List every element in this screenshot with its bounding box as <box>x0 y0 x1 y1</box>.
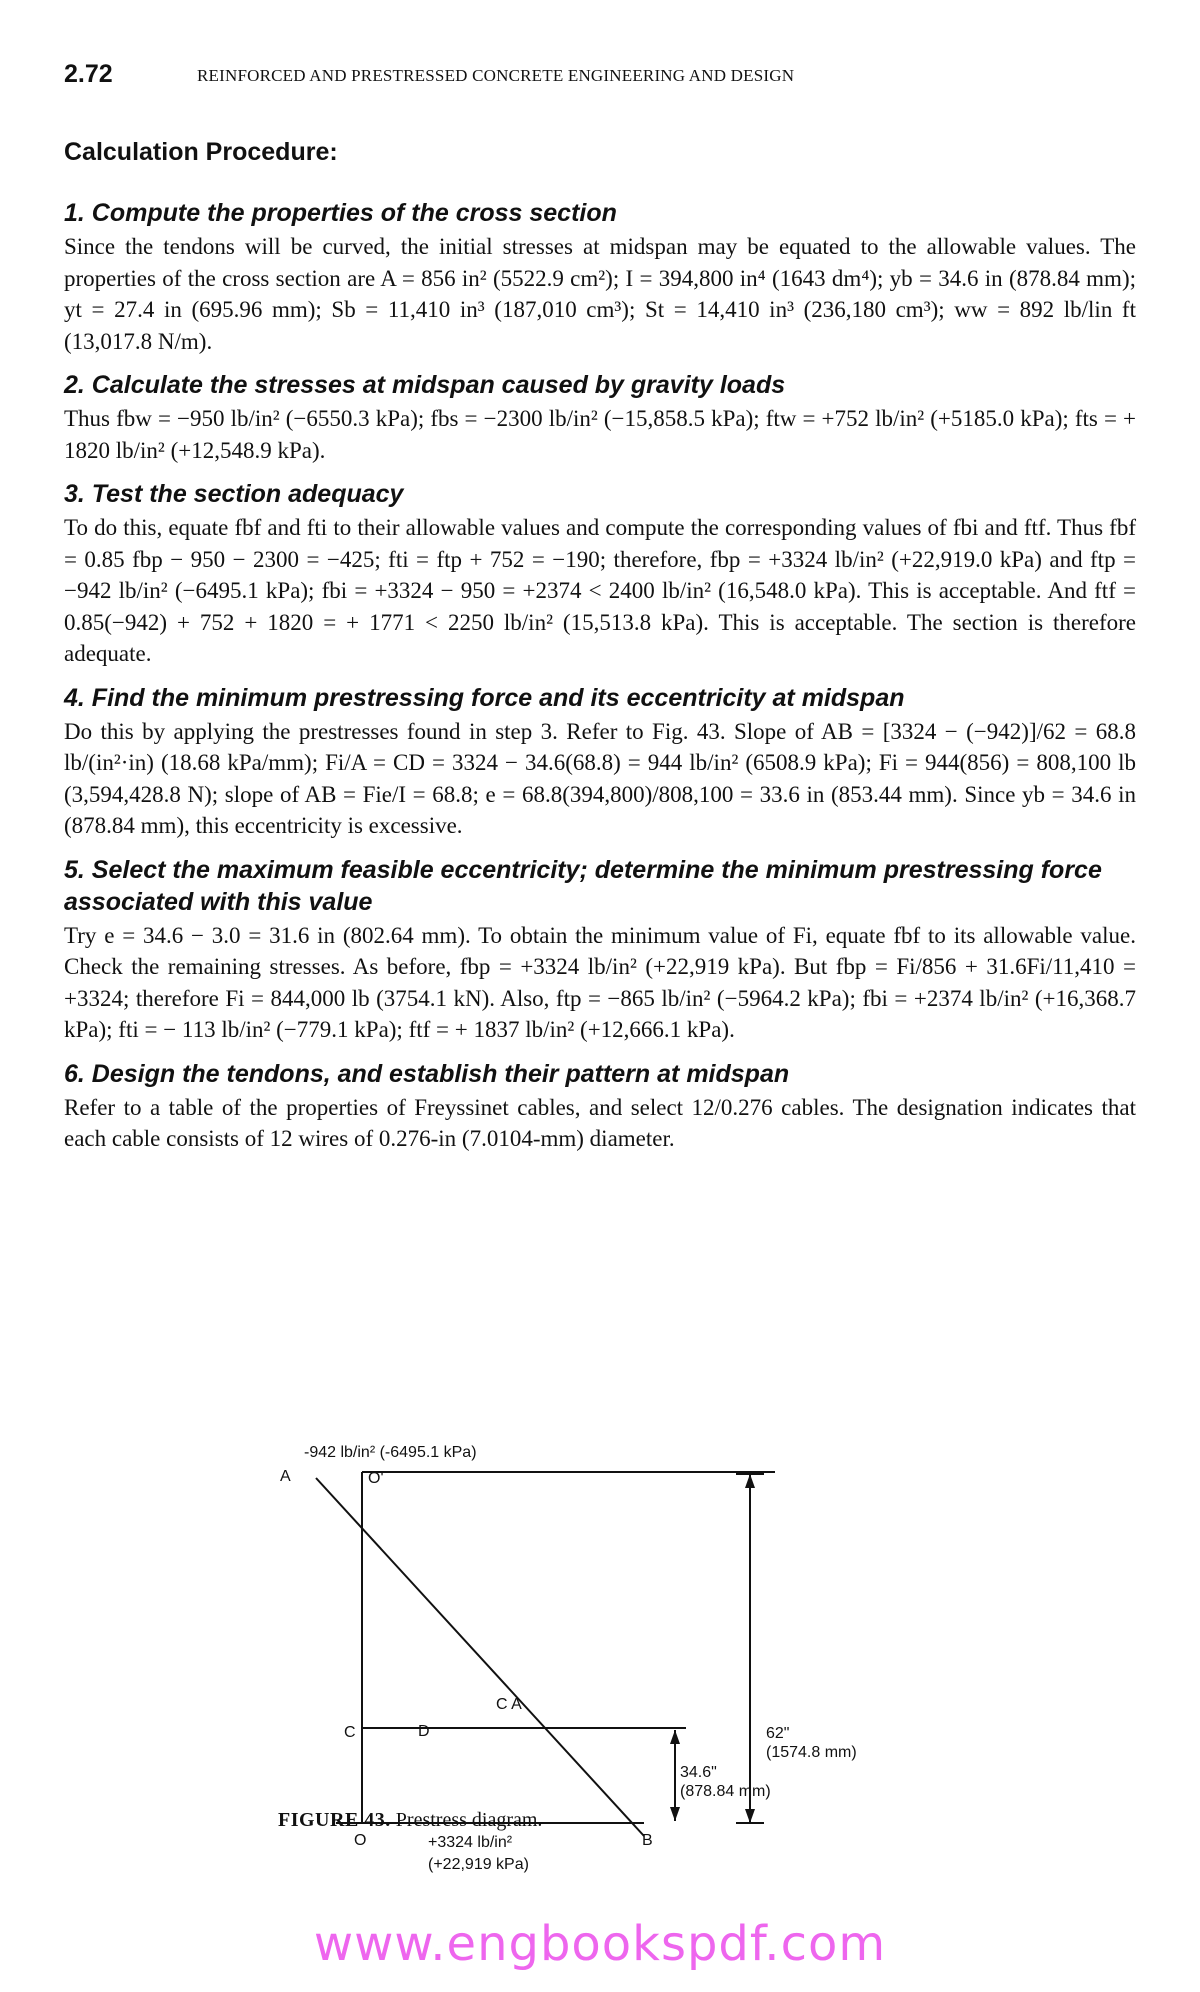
step-body: To do this, equate fbf and fti to their allowable values and compute the corresponding values of fbi and ftf. Thus fbf = 0.85 fbp − 950 − 2300 = −425; fti = ftp + 752 = −190; therefore, fbp = +3324 lb/in² (+22,919.0 kPa) and ftp = −942 lb/in² (−6495.1 kPa); fbi = +3324 − 950 = +2374 < 2400 lb/in² (16,548.0 kPa). This is acceptable. And ftf = 0.85(−942) + 752 + 1820 = + 1771 < 2250 lb/in² (15,513.8 kPa). This is acceptable. The section is therefore adequate. <box>64 515 1136 666</box>
total-depth-label: 62" <box>766 1725 790 1742</box>
watermark-url: www.engbookspdf.com <box>313 1916 887 1972</box>
step-body: Refer to a table of the properties of Freyssinet cables, and select 12/0.276 cables. The designation indicates that each cable consists of 12 wires of 0.276-in (7.0104-mm) diameter. <box>64 1094 1136 1151</box>
point-o-label: O <box>354 1832 367 1849</box>
step-3 <box>64 478 1136 670</box>
point-o-prime-label: O' <box>368 1470 384 1487</box>
arrowhead-up <box>745 1474 755 1488</box>
point-c-label: C <box>344 1724 356 1741</box>
step-heading: 6. Design the tendons, and establish their pattern at midspan <box>64 1059 790 1088</box>
step-2 <box>64 369 1136 466</box>
point-a-label: A <box>280 1468 291 1485</box>
calculation-procedure <box>64 138 1136 1167</box>
running-header <box>64 58 1144 94</box>
step-heading: 3. Test the section adequacy <box>64 480 404 508</box>
step-1 <box>64 197 1136 357</box>
bottom-depth-label: 34.6" <box>680 1764 717 1781</box>
step-body: Since the tendons will be curved, the initial stresses at midspan may be equated to the allowable values. The properties of the cross section are A = 856 in² (5522.9 cm²); I = 394,800 in⁴ (1643 dm⁴); yb = 34.6 in (878.84 mm); yt = 27.4 in (695.96 mm); Sb = 11,410 in³ (187,010 cm³); St = 14,410 in³ (236,180 cm³); ww = 892 lb/lin ft (13,017.8 N/m). <box>64 234 1136 354</box>
figure-caption <box>278 1809 542 1832</box>
ca-label: C A <box>496 1696 522 1713</box>
step-6 <box>64 1058 1136 1155</box>
step-heading: 5. Select the maximum feasible eccentricity; determine the minimum prestressing force associated with this value <box>64 855 1102 916</box>
bottom-stress-label: +3324 lb/in² <box>428 1834 513 1851</box>
procedure-title: Calculation Procedure: <box>64 138 338 166</box>
step-5 <box>64 854 1136 1046</box>
bottom-stress-metric-label: (+22,919 kPa) <box>428 1856 529 1873</box>
figure-number: FIGURE 43. <box>278 1809 391 1831</box>
step-4 <box>64 682 1136 842</box>
figure-title: Prestress diagram. <box>395 1809 543 1831</box>
prestress-diagram-graphic <box>260 1440 900 1840</box>
step-body: Thus fbw = −950 lb/in² (−6550.3 kPa); fbs = −2300 lb/in² (−15,858.5 kPa); ftw = +752 lb/in² (+5185.0 kPa); fts = + 1820 lb/in² (+12,548.9 kPa). <box>64 406 1136 463</box>
bottom-depth-metric-label: (878.84 mm) <box>680 1783 771 1800</box>
arrowhead-up <box>670 1730 680 1744</box>
arrowhead-down <box>745 1809 755 1823</box>
step-body: Try e = 34.6 − 3.0 = 31.6 in (802.64 mm). To obtain the minimum value of Fi, equate fbf to its allowable value. Check the remaining stresses. As before, fbp = +3324 lb/in² (+22,919 kPa). But fbp = Fi/856 + 31.6Fi/11,410 = +3324; therefore Fi = 844,000 lb (3754.1 kN). Also, ftp = −865 lb/in² (−5964.2 kPa); fbi = +2374 lb/in² (+16,368.7 kPa); fti = − 113 lb/in² (−779.1 kPa); ftf = + 1837 lb/in² (+12,666.1 kPa). <box>64 922 1136 1042</box>
arrowhead-down <box>670 1807 680 1821</box>
total-depth-metric-label: (1574.8 mm) <box>766 1744 857 1761</box>
page-number: 2.72 <box>64 60 113 88</box>
prestress-diagram <box>260 1440 900 1851</box>
stress-line-ab <box>316 1478 644 1836</box>
book-title: REINFORCED AND PRESTRESSED CONCRETE ENGINEERING AND DESIGN <box>197 66 795 85</box>
step-body: Do this by applying the prestresses found in step 3. Refer to Fig. 43. Slope of AB = [3324 − (−942)]/62 = 68.8 lb/(in²·in) (18.68 kPa/mm); Fi/A = CD = 3324 − 34.6(68.8) = 944 lb/in² (6508.9 kPa); Fi = 944(856) = 808,100 lb (3,594,428.8 N); slope of AB = Fie/I = 68.8; e = 68.8(394,800)/808,100 = 33.6 in (853.44 mm). Since yb = 34.6 in (878.84 mm), this eccentricity is excessive. <box>64 718 1136 838</box>
step-heading: 4. Find the minimum prestressing force and its eccentricity at midspan <box>64 683 905 712</box>
point-b-label: B <box>642 1832 653 1849</box>
point-d-label: D <box>418 1723 430 1740</box>
step-heading: 1. Compute the properties of the cross section <box>64 199 617 227</box>
top-stress-label: -942 lb/in² (-6495.1 kPa) <box>304 1444 477 1461</box>
step-heading: 2. Calculate the stresses at midspan caused by gravity loads <box>64 371 786 399</box>
